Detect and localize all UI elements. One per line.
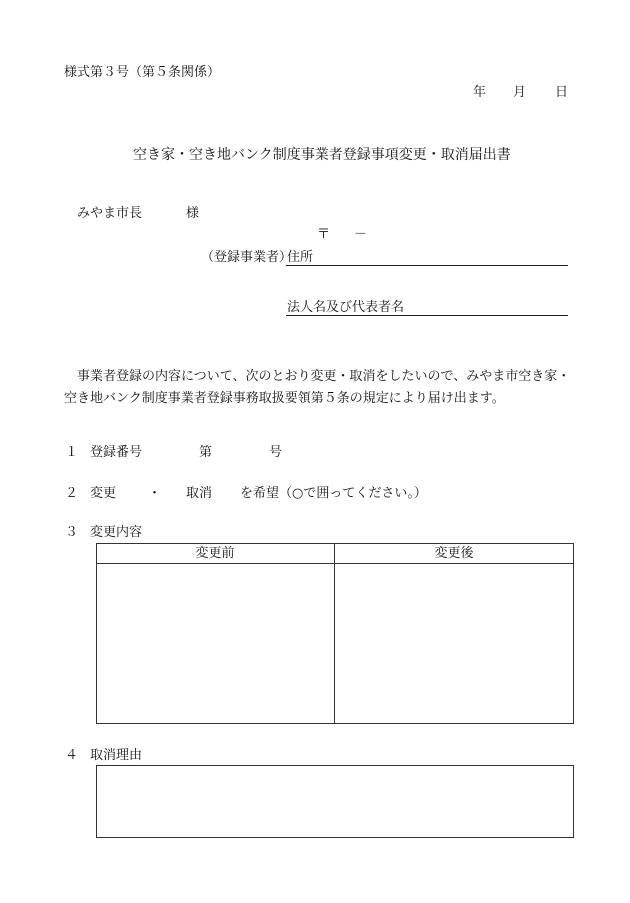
- item4-label: 取消理由: [90, 748, 143, 763]
- cancel-reason-box[interactable]: [96, 765, 574, 838]
- item1-prefix: 第: [199, 445, 213, 460]
- representative-line[interactable]: [286, 315, 568, 316]
- address-line[interactable]: [286, 265, 568, 266]
- change-table-header-line: [96, 563, 574, 564]
- addressee-honorific: 様: [186, 206, 200, 221]
- item1-label: 登録番号: [90, 445, 143, 460]
- option-separator: ・: [148, 486, 162, 501]
- item1-number: １: [65, 445, 79, 460]
- addressee-name: みやま市長: [77, 206, 143, 221]
- date-month: 月: [513, 85, 527, 100]
- postal-mark: 〒: [317, 227, 331, 242]
- item2-note: を希望（○で囲ってください。）: [240, 486, 427, 501]
- item3-number: ３: [65, 525, 79, 540]
- col-after-header: 変更後: [434, 546, 474, 561]
- item2-number: ２: [65, 486, 79, 501]
- body-text: 事業者登録の内容について、次のとおり変更・取消をしたいので、みやま市空き家・空き地バンク制度事業者登録事務取扱要領第５条の規定により届け出ます。: [64, 369, 571, 406]
- date-year: 年: [473, 85, 487, 100]
- item4-number: ４: [65, 748, 79, 763]
- option-cancel[interactable]: 取消: [186, 486, 213, 501]
- item3-label: 変更内容: [90, 525, 143, 540]
- change-table-divider: [334, 543, 335, 724]
- form-number: 様式第３号（第５条関係）: [64, 65, 221, 80]
- item1-suffix: 号: [269, 445, 283, 460]
- col-before-input[interactable]: [98, 565, 332, 722]
- document-title: 空き家・空き地バンク制度事業者登録事項変更・取消届出書: [133, 147, 511, 163]
- address-label: 住所: [287, 250, 314, 265]
- registrant-role: （登録事業者）: [201, 250, 293, 265]
- col-before-header: 変更前: [195, 546, 235, 561]
- date-day: 日: [555, 85, 569, 100]
- representative-label: 法人名及び代表者名: [287, 300, 405, 315]
- col-after-input[interactable]: [336, 565, 572, 722]
- postal-dash: －: [354, 227, 368, 242]
- option-change[interactable]: 変更: [90, 486, 117, 501]
